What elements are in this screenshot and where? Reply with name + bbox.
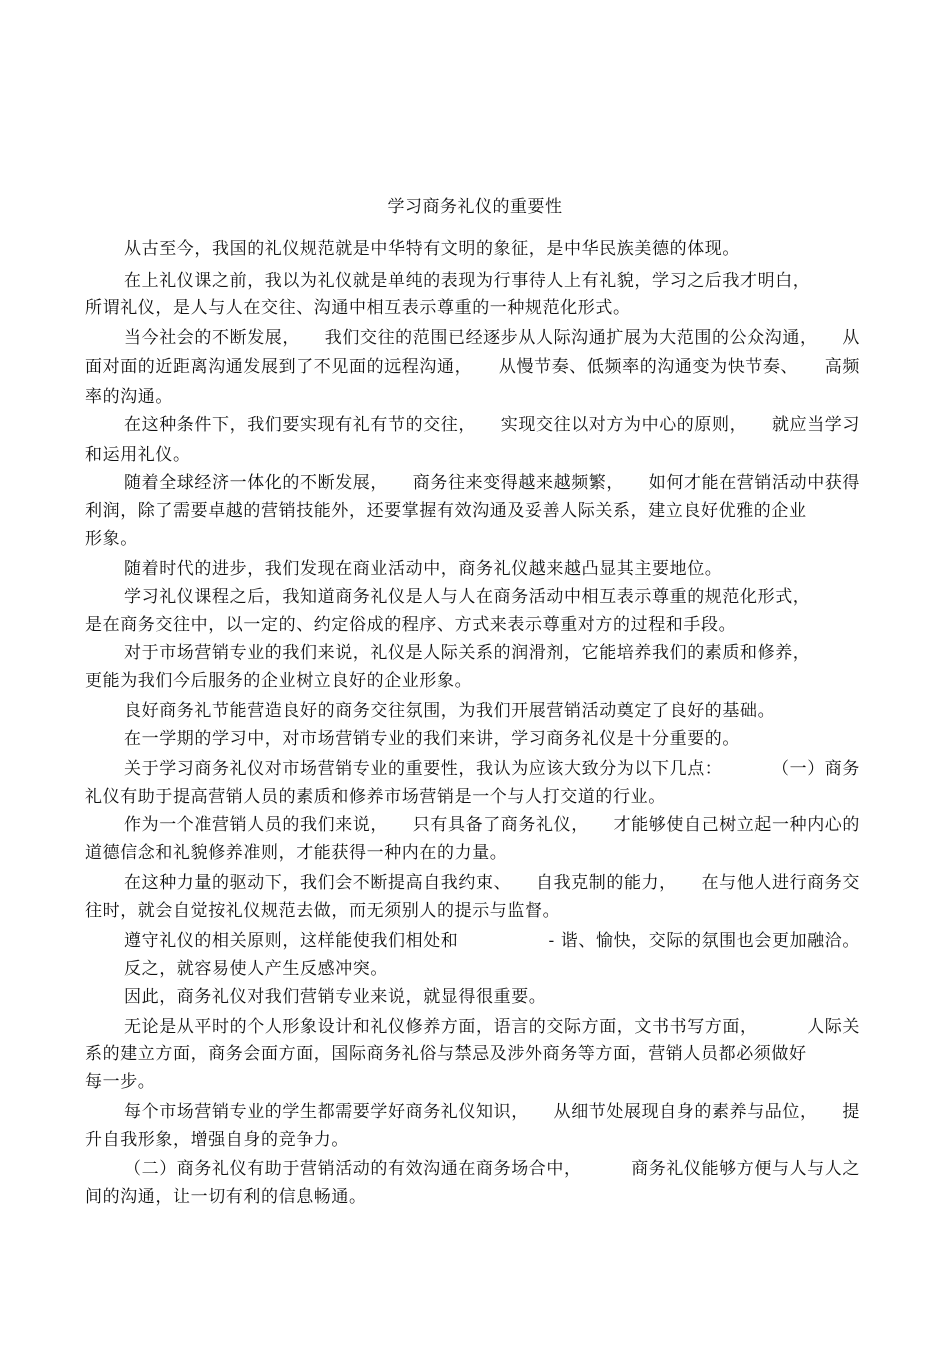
text-segment: 遵守礼仪的相关原则，这样能使我们相处和 <box>124 931 459 951</box>
text-line <box>124 1158 860 1180</box>
text-segment: 随着全球经济一体化的不断发展， <box>124 473 388 493</box>
text-segment: - 谐、愉快，交际的氛围也会更加融洽。 <box>548 931 860 951</box>
text-line: 礼仪有助于提高营销人员的素质和修养市场营销是一个与人打交道的行业。 <box>85 787 666 807</box>
text-segment: 就应当学习 <box>772 415 860 435</box>
text-line: 反之，就容易使人产生反感冲突。 <box>124 959 388 979</box>
text-segment: 提 <box>842 1102 860 1122</box>
text-line: 道德信念和礼貌修养准则，才能获得一种内在的力量。 <box>85 843 508 863</box>
text-segment: 从慢节奏、低频率的沟通变为快节奏、 <box>498 357 799 377</box>
text-line: 学习礼仪课程之后，我知道商务礼仪是人与人在商务活动中相互表示尊重的规范化形式， <box>124 587 811 607</box>
text-line <box>124 327 860 349</box>
text-line: 往时，就会自觉按礼仪规范去做，而无须别人的提示与监督。 <box>85 901 561 921</box>
text-line <box>124 1101 860 1123</box>
text-line <box>85 356 860 378</box>
text-segment: 当今社会的不断发展， <box>124 328 300 348</box>
text-segment: 高频 <box>824 357 860 377</box>
text-segment: 实现交往以对方为中心的原则， <box>500 415 748 435</box>
text-segment: 无论是从平时的个人形象设计和礼仪修养方面，语言的交际方面，文书书写方面， <box>124 1017 758 1037</box>
text-line: 形象。 <box>85 529 138 549</box>
text-line <box>124 472 860 494</box>
text-line: 率的沟通。 <box>85 387 173 407</box>
text-segment: 我们交往的范围已经逐步从人际沟通扩展为大范围的公众沟通， <box>324 328 818 348</box>
text-line: 所谓礼仪，是人与人在交往、沟通中相互表示尊重的一种规范化形式。 <box>85 298 631 318</box>
text-segment: 商务往来变得越来越频繁， <box>412 473 624 493</box>
text-segment: 面对面的近距离沟通发展到了不见面的远程沟通， <box>85 357 473 377</box>
text-line <box>124 814 860 836</box>
text-segment: 在这种条件下，我们要实现有礼有节的交往， <box>124 415 476 435</box>
text-segment: （一）商务 <box>772 759 860 779</box>
text-line: 间的沟通，让一切有利的信息畅通。 <box>85 1187 367 1207</box>
text-segment: 在这种力量的驱动下，我们会不断提高自我约束、 <box>124 873 512 893</box>
text-segment: 从细节处展现自身的素养与品位， <box>553 1102 818 1122</box>
text-segment: 作为一个准营销人员的我们来说， <box>124 815 388 835</box>
text-line <box>124 758 860 780</box>
text-line: 每一步。 <box>85 1072 156 1092</box>
text-segment: 只有具备了商务礼仪， <box>412 815 589 835</box>
text-line: 是在商务交往中，以一定的、约定俗成的程序、方式来表示尊重对方的过程和手段。 <box>85 615 737 635</box>
text-line: 对于市场营销专业的我们来说，礼仪是人际关系的润滑剂，它能培养我们的素质和修养， <box>124 643 811 663</box>
text-segment: 每个市场营销专业的学生都需要学好商务礼仪知识， <box>124 1102 529 1122</box>
text-segment: 在与他人进行商务交 <box>701 873 860 893</box>
text-line: 利润，除了需要卓越的营销技能外，还要掌握有效沟通及妥善人际关系，建立良好优雅的企业 <box>85 501 807 521</box>
text-line: 系的建立方面，商务会面方面，国际商务礼俗与禁忌及涉外商务等方面，营销人员都必须做好 <box>85 1044 807 1064</box>
text-line <box>124 872 860 894</box>
text-line: 在一学期的学习中，对市场营销专业的我们来讲，学习商务礼仪是十分重要的。 <box>124 729 740 749</box>
text-line: 因此，商务礼仪对我们营销专业来说，就显得很重要。 <box>124 987 547 1007</box>
text-segment: 从 <box>842 328 860 348</box>
text-line: 良好商务礼节能营造良好的商务交往氛围，为我们开展营销活动奠定了良好的基础。 <box>124 701 776 721</box>
text-segment: 才能够使自己树立起一种内心的 <box>613 815 860 835</box>
text-line: 从古至今，我国的礼仪规范就是中华特有文明的象征，是中华民族美德的体现。 <box>124 239 740 259</box>
document-title: 学习商务礼仪的重要性 <box>387 197 563 217</box>
text-segment: （二）商务礼仪有助于营销活动的有效沟通在商务场合中， <box>124 1159 582 1179</box>
text-segment: 如何才能在营销活动中获得 <box>648 473 860 493</box>
text-line <box>124 930 860 952</box>
text-segment: 关于学习商务礼仪对市场营销专业的重要性，我认为应该大致分为以下几点： <box>124 759 723 779</box>
text-segment: 人际关 <box>807 1017 860 1037</box>
text-segment: 自我克制的能力， <box>535 873 677 893</box>
text-segment: 商务礼仪能够方便与人与人之 <box>631 1159 860 1179</box>
text-line <box>124 1016 860 1038</box>
text-line: 升自我形象，增强自身的竞争力。 <box>85 1130 349 1150</box>
text-line <box>124 414 860 436</box>
text-line: 随着时代的进步，我们发现在商业活动中，商务礼仪越来越凸显其主要地位。 <box>124 559 723 579</box>
text-line: 和运用礼仪。 <box>85 445 191 465</box>
text-line: 更能为我们今后服务的企业树立良好的企业形象。 <box>85 671 473 691</box>
text-line: 在上礼仪课之前，我以为礼仪就是单纯的表现为行事待人上有礼貌，学习之后我才明白， <box>124 271 811 291</box>
